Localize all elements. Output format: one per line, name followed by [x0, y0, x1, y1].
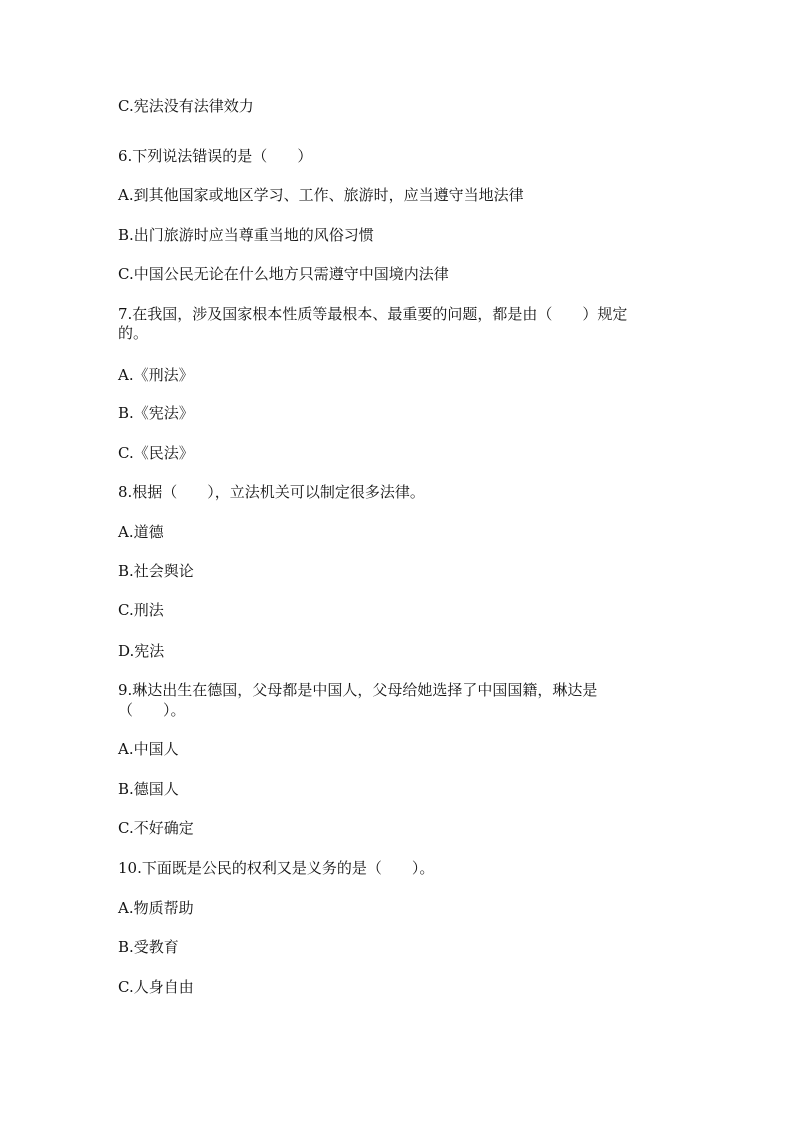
q9-stem-line1: 9.琳达出生在德国，父母都是中国人，父母给她选择了中国国籍，琳达是 — [118, 681, 598, 699]
q8-stem: 8.根据（ ），立法机关可以制定很多法律。 — [118, 483, 425, 501]
q5-option-c: C.宪法没有法律效力 — [118, 97, 254, 115]
q8-option-d: D.宪法 — [118, 642, 165, 660]
q6-option-b: B.出门旅游时应当尊重当地的风俗习惯 — [118, 226, 374, 244]
q7-stem-line1: 7.在我国，涉及国家根本性质等最根本、最重要的问题，都是由（ ）规定 — [118, 305, 628, 323]
q9-option-b: B.德国人 — [118, 780, 179, 798]
q10-option-b: B.受教育 — [118, 938, 179, 956]
q8-option-a: A.道德 — [118, 523, 164, 541]
q9-stem-line2: （ ）。 — [118, 701, 186, 719]
q6-stem: 6.下列说法错误的是（ ） — [118, 147, 313, 165]
q10-option-a: A.物质帮助 — [118, 899, 194, 917]
q10-option-c: C.人身自由 — [118, 978, 194, 996]
q7-stem-line2: 的。 — [118, 324, 149, 342]
q9-option-a: A.中国人 — [118, 740, 179, 758]
q7-option-a: A.《刑法》 — [118, 366, 194, 384]
q7-option-b: B.《宪法》 — [118, 404, 194, 422]
q8-option-c: C.刑法 — [118, 601, 164, 619]
q10-stem: 10.下面既是公民的权利又是义务的是（ ）。 — [118, 859, 435, 877]
q6-option-a: A.到其他国家或地区学习、工作、旅游时，应当遵守当地法律 — [118, 186, 524, 204]
q6-option-c: C.中国公民无论在什么地方只需遵守中国境内法律 — [118, 265, 449, 283]
q7-option-c: C.《民法》 — [118, 444, 194, 462]
q9-option-c: C.不好确定 — [118, 819, 194, 837]
q8-option-b: B.社会舆论 — [118, 562, 194, 580]
